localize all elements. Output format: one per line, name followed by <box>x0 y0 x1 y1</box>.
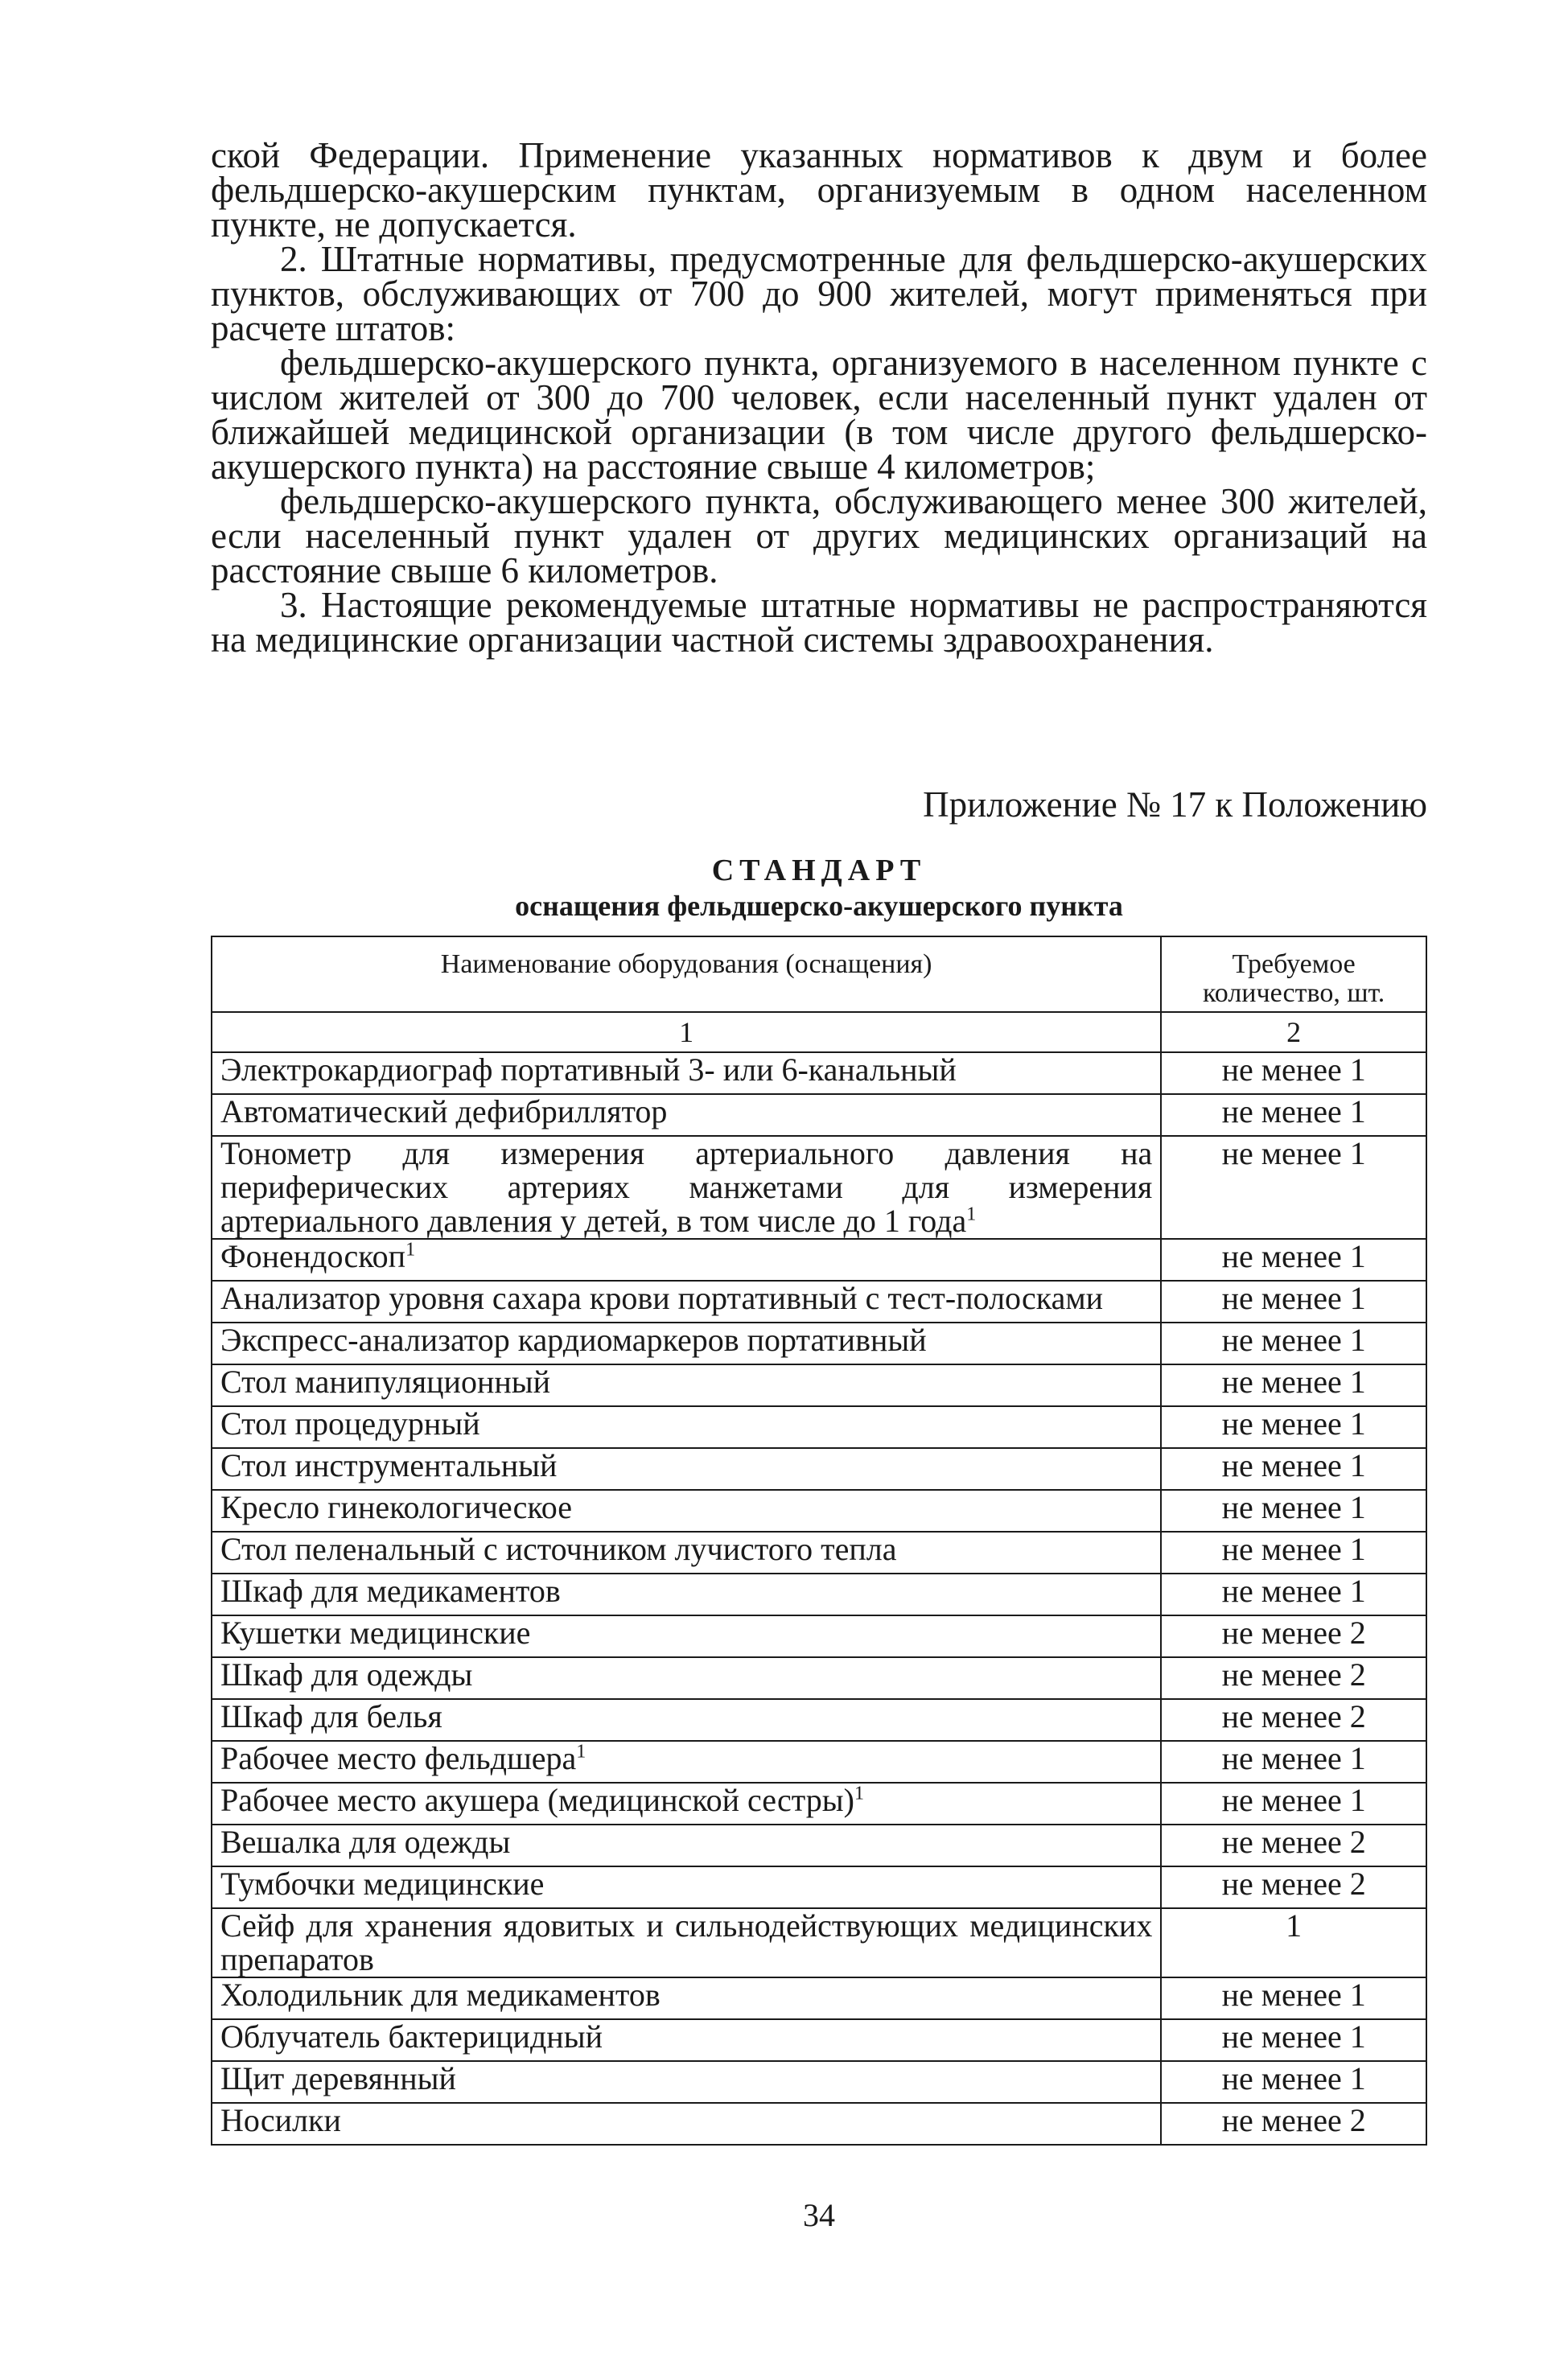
equipment-quantity: не менее 1 <box>1161 1977 1426 2019</box>
paragraph-item-2: 2. Штатные нормативы, предусмотренные для фельдшерско-акушерских пунктов, обслуживающих от 700 до 900 жителей, могут применяться при расчете штатов: <box>211 239 1427 348</box>
header-qty-line-1: Требуемое <box>1232 949 1356 979</box>
equipment-name <box>212 1825 1161 1866</box>
equipment-quantity: не менее 1 <box>1161 1490 1426 1532</box>
equipment-name-text: Электрокардиограф портативный 3- или 6-канальный <box>220 1051 957 1088</box>
table-row <box>212 1615 1426 1657</box>
equipment-name-text: Кушетки медицинские <box>220 1615 531 1651</box>
equipment-quantity: не менее 1 <box>1161 1364 1426 1406</box>
equipment-name <box>212 1406 1161 1448</box>
equipment-name-text: Холодильник для медикаментов <box>220 1977 661 2013</box>
table-row <box>212 1825 1426 1866</box>
table-row <box>212 1783 1426 1825</box>
column-number-1: 1 <box>212 1012 1161 1052</box>
equipment-name-text: Стол манипуляционный <box>220 1364 551 1400</box>
equipment-name-text: Щит деревянный <box>220 2060 456 2096</box>
table-body <box>212 1052 1426 2145</box>
equipment-name <box>212 1574 1161 1615</box>
equipment-quantity: не менее 2 <box>1161 1699 1426 1741</box>
equipment-name <box>212 1866 1161 1908</box>
equipment-quantity: не менее 1 <box>1161 1136 1426 1239</box>
equipment-name-text: Сейф для хранения ядовитых и сильнодействующих медицинских препаратов <box>220 1907 1153 1977</box>
equipment-name <box>212 1052 1161 1094</box>
table-row <box>212 1532 1426 1574</box>
table-row <box>212 1094 1426 1136</box>
equipment-quantity: не менее 1 <box>1161 1239 1426 1281</box>
equipment-name <box>212 1490 1161 1532</box>
equipment-quantity: не менее 1 <box>1161 1094 1426 1136</box>
page-number: 34 <box>803 2197 835 2233</box>
table-row <box>212 1239 1426 1281</box>
equipment-name-text: Автоматический дефибриллятор <box>220 1093 668 1129</box>
table-row <box>212 2019 1426 2061</box>
equipment-name <box>212 1239 1161 1281</box>
equipment-name <box>212 1699 1161 1741</box>
column-number-2: 2 <box>1161 1012 1426 1052</box>
equipment-name <box>212 2103 1161 2145</box>
table-row <box>212 2061 1426 2103</box>
table-row <box>212 1406 1426 1448</box>
table-row <box>212 1364 1426 1406</box>
table-row <box>212 1136 1426 1239</box>
table-row <box>212 1866 1426 1908</box>
equipment-name-text: Стол процедурный <box>220 1405 480 1442</box>
equipment-name-text: Шкаф для одежды <box>220 1656 473 1693</box>
equipment-quantity: не менее 1 <box>1161 1406 1426 1448</box>
equipment-name <box>212 1741 1161 1783</box>
table-header-row <box>212 936 1426 1012</box>
equipment-name-text: Тонометр для измерения артериального давления на периферических артериях манжетами для измерения артериального давления у детей, в том числе до 1 года <box>220 1135 1153 1239</box>
equipment-name-text: Фонендоскоп <box>220 1238 406 1274</box>
header-name: Наименование оборудования (оснащения) <box>212 936 1161 1012</box>
standard-title <box>211 853 1427 924</box>
table-row <box>212 1908 1426 1977</box>
equipment-name <box>212 1532 1161 1574</box>
equipment-quantity: не менее 1 <box>1161 1741 1426 1783</box>
equipment-quantity: не менее 2 <box>1161 2103 1426 2145</box>
table-row <box>212 1448 1426 1490</box>
equipment-name-text: Носилки <box>220 2102 341 2138</box>
title-line-2: оснащения фельдшерско-акушерского пункта <box>515 890 1123 922</box>
column-number-row <box>212 1012 1426 1052</box>
equipment-name <box>212 1448 1161 1490</box>
table-row <box>212 1699 1426 1741</box>
equipment-quantity: не менее 1 <box>1161 1052 1426 1094</box>
equipment-name-text: Рабочее место акушера (медицинской сестры) <box>220 1782 854 1818</box>
equipment-name <box>212 2019 1161 2061</box>
equipment-name-text: Вешалка для одежды <box>220 1824 511 1860</box>
equipment-name <box>212 2061 1161 2103</box>
equipment-quantity: не менее 1 <box>1161 1281 1426 1323</box>
table-row <box>212 1323 1426 1364</box>
table-row <box>212 1977 1426 2019</box>
equipment-name-text: Рабочее место фельдшера <box>220 1740 577 1776</box>
equipment-quantity: не менее 1 <box>1161 1574 1426 1615</box>
footnote-marker: 1 <box>405 1239 416 1261</box>
equipment-name-text: Облучатель бактерицидный <box>220 2018 603 2055</box>
equipment-quantity: 1 <box>1161 1908 1426 1977</box>
table-row <box>212 1741 1426 1783</box>
equipment-quantity: не менее 2 <box>1161 1866 1426 1908</box>
equipment-name <box>212 1783 1161 1825</box>
table-row <box>212 1052 1426 1094</box>
equipment-name <box>212 1657 1161 1699</box>
equipment-quantity: не менее 1 <box>1161 1532 1426 1574</box>
title-line-1: СТАНДАРТ <box>711 854 927 887</box>
body-text <box>211 135 1427 660</box>
header-qty <box>1161 936 1426 1012</box>
table-row <box>212 2103 1426 2145</box>
footnote-marker: 1 <box>854 1783 864 1804</box>
equipment-name-text: Стол пеленальный с источником лучистого тепла <box>220 1531 897 1567</box>
equipment-name <box>212 1323 1161 1364</box>
appendix-label: Приложение № 17 к Положению <box>923 784 1427 825</box>
paragraph-case-1: фельдшерско-акушерского пункта, организуемого в населенном пункте с числом жителей от 300 до 700 человек, если населенный пункт удален от ближайшей медицинской организации (в том числе другого фельдшерско-акушерского пункта) на расстояние свыше 4 километров; <box>211 343 1427 487</box>
table-row <box>212 1281 1426 1323</box>
equipment-name <box>212 1908 1161 1977</box>
equipment-quantity: не менее 1 <box>1161 2061 1426 2103</box>
equipment-quantity: не менее 2 <box>1161 1825 1426 1866</box>
equipment-name <box>212 1364 1161 1406</box>
equipment-name <box>212 1615 1161 1657</box>
equipment-quantity: не менее 1 <box>1161 1783 1426 1825</box>
equipment-name-text: Шкаф для белья <box>220 1698 442 1734</box>
equipment-name <box>212 1136 1161 1239</box>
equipment-name-text: Тумбочки медицинские <box>220 1866 545 1902</box>
footnote-marker: 1 <box>576 1741 586 1763</box>
paragraph-continuation: ской Федерации. Применение указанных нормативов к двум и более фельдшерско-акушерским пунктам, организуемым в одном населенном пункте, не допускается. <box>211 135 1427 245</box>
paragraph-item-3: 3. Настоящие рекомендуемые штатные нормативы не распространяются на медицинские организации частной системы здравоохранения. <box>211 585 1427 660</box>
equipment-table <box>211 936 1427 2146</box>
equipment-name-text: Шкаф для медикаментов <box>220 1573 561 1609</box>
equipment-name <box>212 1977 1161 2019</box>
equipment-name-text: Анализатор уровня сахара крови портативный с тест-полосками <box>220 1280 1104 1316</box>
table-row <box>212 1574 1426 1615</box>
equipment-quantity: не менее 1 <box>1161 2019 1426 2061</box>
equipment-name-text: Кресло гинекологическое <box>220 1489 573 1525</box>
equipment-name-text: Экспресс-анализатор кардиомаркеров портативный <box>220 1322 927 1358</box>
header-qty-line-2: количество, шт. <box>1203 978 1385 1008</box>
equipment-name-text: Стол инструментальный <box>220 1447 558 1483</box>
equipment-name <box>212 1281 1161 1323</box>
table-row <box>212 1490 1426 1532</box>
equipment-quantity: не менее 2 <box>1161 1657 1426 1699</box>
equipment-name <box>212 1094 1161 1136</box>
equipment-quantity: не менее 1 <box>1161 1448 1426 1490</box>
footnote-marker: 1 <box>966 1203 977 1225</box>
table-row <box>212 1657 1426 1699</box>
paragraph-case-2: фельдшерско-акушерского пункта, обслуживающего менее 300 жителей, если населенный пункт удален от других медицинских организаций на расстояние свыше 6 километров. <box>211 481 1427 590</box>
equipment-quantity: не менее 1 <box>1161 1323 1426 1364</box>
equipment-quantity: не менее 2 <box>1161 1615 1426 1657</box>
